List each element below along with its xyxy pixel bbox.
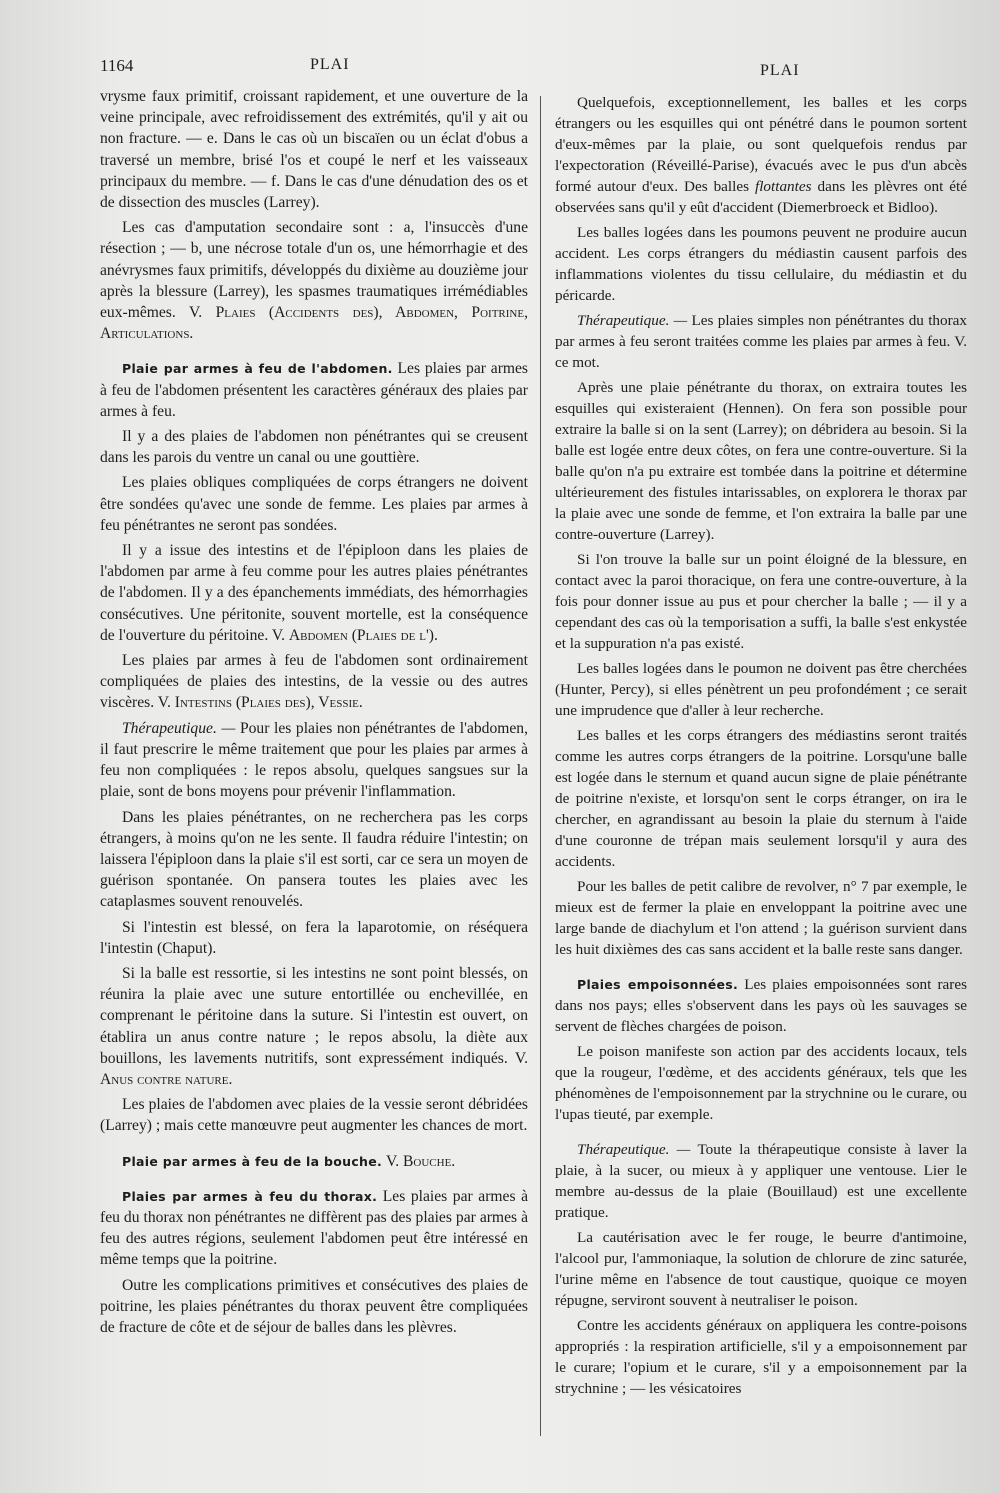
column-divider [540, 96, 541, 1436]
paragraph: Les plaies par armes à feu de l'abdomen sont ordinairement compliquées de plaies des intestins, de la vessie ou des autres viscères. V. Intestins (Plaies des), Vessie. [100, 652, 528, 712]
section-heading: Plaies empoisonnées. [577, 977, 739, 992]
paragraph: Les balles logées dans le poumon ne doivent pas être cherchées (Hunter, Percy), si elles pénètrent un peu profondément ; ce serait une imprudence que d'aller à leur recherche. [555, 660, 967, 719]
section-plaies-empoisonnees: Plaies empoisonnées. Les plaies empoisonnées sont rares dans nos pays; elles s'observent dans les pays où les sauvages se servent de flèches chargées de poison. [555, 976, 967, 1035]
right-column [555, 92, 967, 1403]
paragraph: La cautérisation avec le fer rouge, le beurre d'antimoine, l'alcool pur, l'ammoniaque, la solution de chlorure de zinc saturée, l'urine même en l'absence de tout caustique, quoique ce moyen répugne, serviront souvent à neutraliser le poison. [555, 1229, 967, 1309]
running-head-left: PLAI [310, 56, 350, 73]
paragraph: Les balles logées dans les poumons peuvent ne produire aucun accident. Les corps étrangers du médiastin causent parfois des inflammations violentes du tissu cellulaire, du médiastin et du péricarde. [555, 224, 967, 304]
paragraph: Pour les balles de petit calibre de revolver, n° 7 par exemple, le mieux est de fermer la plaie en enveloppant la poitrine avec une large bande de diachylum et l'on attend ; la guérison survient dans les huit dixièmes des cas sans accident et la balle reste sans danger. [555, 878, 967, 958]
paragraph: Les balles et les corps étrangers des médiastins seront traités comme les autres corps étrangers de la poitrine. Lorsqu'une balle est logée dans le sternum et quand aucun signe de plaie pénétrante de poitrine n'existe, et lorsqu'on sent le corps étranger, on ira le chercher, en agrandissant au besoin la plaie du sternum à l'aide d'une couronne de trépan mais seulement lorsqu'il y aura des accidents. [555, 727, 967, 870]
paragraph: vrysme faux primitif, croissant rapidement, et une ouverture de la veine principale, avec refroidissement des extrémités, qu'il y ait ou non fracture. — e. Dans le cas où un biscaïen ou un éclat d'obus a traversé un membre, brisé l'os et coupé le nerf et les vaisseaux principaux du membre. — f. Dans le cas d'une dénudation des os et de dissection des muscles (Larrey). [100, 88, 528, 212]
paragraph: Quelquefois, exceptionnellement, les balles et les corps étrangers ou les esquilles qui ont pénétré dans le poumon sortent d'eux-mêmes par la plaie, ou sont quelquefois rendus par l'expectoration (Réveillé-Parise), évacués avec le pus d'un abcès formé autour d'eux. Des balles flottantes dans les plèvres ont été observées sans qu'il y eût d'accident (Diemerbroeck et Bidloo). [555, 94, 968, 216]
left-column [100, 86, 528, 1342]
section-heading: Plaie par armes à feu de la bouche. [122, 1153, 383, 1169]
paragraph: Thérapeutique. — Les plaies simples non pénétrantes du thorax par armes à feu seront traitées comme les plaies par armes à feu. V. ce mot. [555, 312, 967, 371]
paragraph: Thérapeutique. — Toute la thérapeutique consiste à laver la plaie, à la sucer, ou mieux à y appliquer une ventouse. Lier le membre au-dessus de la plaie (Bouillaud) est une excellente pratique. [555, 1141, 967, 1221]
running-head-right: PLAI [760, 62, 800, 79]
paragraph: Il y a issue des intestins et de l'épiploon dans les plaies de l'abdomen par arme à feu comme pour les autres plaies pénétrantes de l'abdomen. Il y a des épanchements immédiats, des hémorrhagies consécutives. Une péritonite, souvent mortelle, est la conséquence de l'ouverture du péritoine. V. Abdomen (Plaies de l'). [100, 542, 528, 644]
paragraph: Si l'intestin est blessé, on fera la laparotomie, on réséquera l'intestin (Chaput). [100, 918, 528, 957]
section-plaies-thorax: Plaies par armes à feu du thorax. Les plaies par armes à feu du thorax non pénétrantes ne diffèrent pas des plaies par armes à feu des autres régions, seulement l'abdomen peut être intéressé en même temps que la poitrine. [100, 1187, 528, 1269]
section-plaie-abdomen: Plaie par armes à feu de l'abdomen. Les plaies par armes à feu de l'abdomen présentent les caractères généraux des plaies par armes à feu. [100, 360, 529, 420]
paragraph: Dans les plaies pénétrantes, on ne recherchera pas les corps étrangers, à moins qu'on ne les sente. Il faudra réduire l'intestin; on laissera l'épiploon dans la plaie s'il est sorti, car ce sera un moyen de guérison spontanée. On pansera toutes les plaies avec les cataplasmes souvent renouvelés. [100, 808, 528, 911]
section-plaie-bouche: Plaie par armes à feu de la bouche. V. Bouche. [122, 1152, 456, 1170]
paragraph: Les plaies de l'abdomen avec plaies de la vessie seront débridées (Larrey) ; mais cette manœuvre peut augmenter les chances de mort. [100, 1096, 528, 1135]
paragraph: Si l'on trouve la balle sur un point éloigné de la blessure, en contact avec la paroi thoracique, on fera une contre-ouverture, à la fois pour donner issue au pus et pour chercher la balle ; — il y a cependant des cas où la temporisation a suffi, la balle s'est enkystée et la suppuration n'a pas existé. [555, 551, 967, 652]
section-heading: Plaie par armes à feu de l'abdomen. [122, 361, 393, 377]
section-heading: Plaies par armes à feu du thorax. [122, 1188, 378, 1204]
paragraph: Outre les complications primitives et consécutives des plaies de poitrine, les plaies pénétrantes du thorax peuvent être compliquées de fracture de côte et de séjour de balles dans les plèvres. [100, 1276, 528, 1336]
paragraph: Le poison manifeste son action par des accidents locaux, tels que la rougeur, l'œdème, et des accidents généraux, tels que les phénomènes de l'empoisonnement par la strychnine ou le curare, ou l'upas tieuté, par exemple. [555, 1043, 967, 1123]
paragraph: Si la balle est ressortie, si les intestins ne sont point blessés, on réunira la plaie avec une suture entortillée ou enchevillée, en comprenant le péritoine dans la suture. Si l'intestin est ouvert, on établira un anus contre nature ; le repos absolu, la diète aux bouillons, les lavements nutritifs, sont expressément indiqués. V. Anus contre nature. [100, 964, 528, 1088]
paragraph: Il y a des plaies de l'abdomen non pénétrantes qui se creusent dans les parois du ventre un canal ou une gouttière. [100, 428, 528, 467]
paragraph: Les cas d'amputation secondaire sont : a, l'insuccès d'une résection ; — b, une nécrose totale d'un os, une hémorrhagie et des anévrysmes faux primitifs, développés du dixième au douzième jour après la blessure (Larrey), les spasmes traumatiques irrémédiables eux-mêmes. V. Plaies (Accidents des), Abdomen, Poitrine, Articulations. [100, 219, 528, 343]
paragraph: Les plaies obliques compliquées de corps étrangers ne doivent être sondées qu'avec une sonde de femme. Les plaies par armes à feu pénétrantes ne seront pas sondées. [100, 474, 528, 534]
paragraph: Après une plaie pénétrante du thorax, on extraira toutes les esquilles qui existeraient (Hennen). On fera son possible pour extraire la balle si on la sent (Larrey); on débridera au besoin. Si la balle est logée entre deux côtes, on fera une contre-ouverture. Si la balle qu'on n'a pu extraire est tombée dans la poitrine et détermine ultérieurement des fistules intarissables, on explorera le thorax par la plaie avec une sonde de femme, et l'on extraira la balle par une contre-ouverture (Larrey). [555, 379, 967, 543]
page-number: 1164 [100, 56, 134, 75]
paragraph: Contre les accidents généraux on appliquera les contre-poisons appropriés : la respiration artificielle, s'il y a empoisonnement par le curare; l'opium et le curare, s'il y a empoisonnement par la strychnine ; — les vésicatoires [555, 1317, 967, 1397]
paragraph: Thérapeutique. — Pour les plaies non pénétrantes de l'abdomen, il faut prescrire le même traitement que pour les plaies par armes à feu non compliquées : le repos absolu, quelques sangsues sur la plaie, sont de bons moyens pour prévenir l'inflammation. [100, 719, 528, 801]
page-header [0, 52, 1000, 82]
